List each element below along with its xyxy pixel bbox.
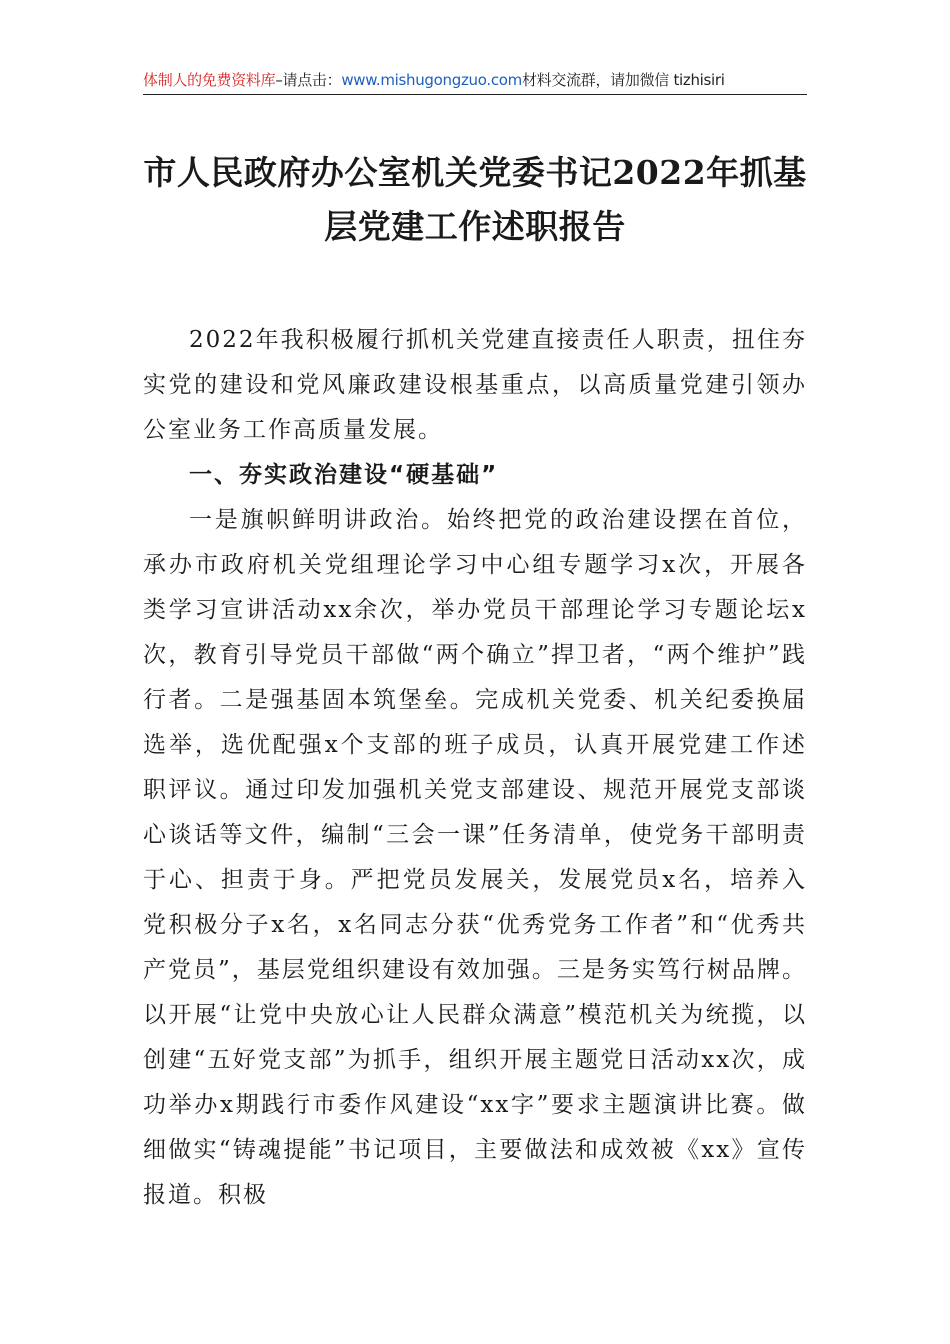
- intro-paragraph: 2022年我积极履行抓机关党建直接责任人职责，扭住夯实党的建设和党风廉政建设根基重点，以高质量党建引领办公室业务工作高质量发展。: [143, 327, 807, 443]
- header-url-link[interactable]: www.mishugongzuo.com: [341, 71, 522, 89]
- header-brand: 体制人的免费资料库: [143, 71, 276, 89]
- section-heading: 一、夯实政治建设“硬基础”: [189, 462, 499, 488]
- document-title: 市人民政府办公室机关党委书记2022年抓基层党建工作述职报告: [143, 153, 807, 246]
- section-paragraph: 一是旗帜鲜明讲政治。始终把党的政治建设摆在首位，承办市政府机关党组理论学习中心组专题学习x次，开展各类学习宣讲活动xx余次，举办党员干部理论学习专题论坛x次，教育引导党员干部做“两个确立”捍卫者，“两个维护”践行者。二是强基固本筑堡垒。完成机关党委、机关纪委换届选举，选优配强x个支部的班子成员，认真开展党建工作述职评议。通过印发加强机关党支部建设、规范开展党支部谈心谈话等文件，编制“三会一课”任务清单，使党务干部明责于心、担责于身。严把党员发展关，发展党员x名，培养入党积极分子x名，x名同志分获“优秀党务工作者”和“优秀共产党员”，基层党组织建设有效加强。三是务实笃行树品牌。以开展“让党中央放心让人民群众满意”模范机关为统揽，以创建“五好党支部”为抓手，组织开展主题党日活动xx次，成功举办x期践行市委作风建设“xx字”要求主题演讲比赛。做细做实“铸魂提能”书记项目，主要做法和成效被《xx》宣传报道。积极: [143, 507, 807, 1208]
- page-header: [143, 66, 807, 95]
- header-prompt: –请点击：: [275, 71, 342, 89]
- document-body: [143, 318, 807, 1218]
- header-contact: 材料交流群，请加微信 tizhisiri: [521, 71, 725, 89]
